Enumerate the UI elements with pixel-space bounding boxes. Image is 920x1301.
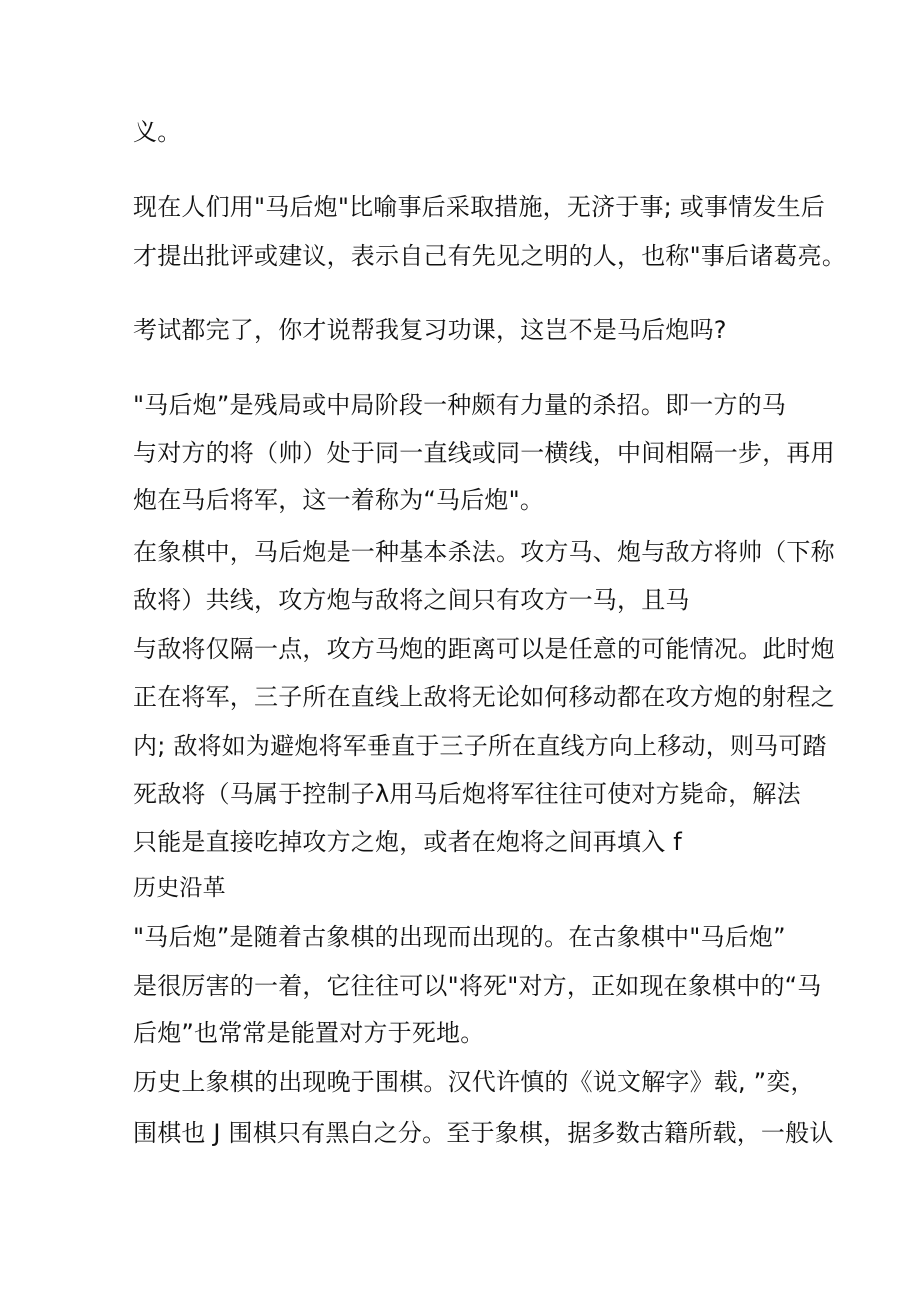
text-line: "马后炮”是随着古象棋的出现而出现的。在古象棋中"马后炮”	[133, 923, 786, 951]
text-line: 围棋也 J 围棋只有黑白之分。至于象棋，据多数古籍所载，一般认	[133, 1119, 834, 1147]
text-line: 与敌将仅隔一点，攻方马炮的距离可以是任意的可能情况。此时炮	[133, 635, 835, 663]
text-line: 现在人们用"马后炮"比喻事后采取措施，无济于事; 或事情发生后	[133, 193, 825, 221]
text-line: 考试都完了，你才说帮我复习功课，这岂不是马后炮吗?	[133, 316, 727, 344]
text-line: 敌将）共线，攻方炮与敌将之间只有攻方一马，且马	[133, 586, 690, 614]
text-line: 炮在马后将军，这一着称为“马后炮"。	[133, 486, 545, 514]
text-line: 死敌将（马属于控制子λ用马后炮将军往往可使对方毙命，解法	[133, 780, 801, 808]
text-line: 是很厉害的一着，它往往可以"将死"对方，正如现在象棋中的“马	[133, 972, 822, 1000]
section-heading: 历史沿革	[133, 875, 226, 901]
text-line: 才提出批评或建议，表示自己有先见之明的人，也称"事后诸葛亮。	[133, 242, 847, 270]
text-line: 内; 敌将如为避炮将军垂直于三子所在直线方向上移动，则马可踏	[133, 732, 827, 760]
text-line: 与对方的将（帅）处于同一直线或同一横线，中间相隔一步，再用	[133, 439, 835, 467]
text-line: 只能是直接吃掉攻方之炮，或者在炮将之间再填入 f	[133, 828, 682, 856]
text-line: 历史上象棋的出现晚于围棋。汉代许慎的《说文解字》载, ”奕，	[133, 1068, 815, 1096]
text-line: 正在将军，三子所在直线上敌将无论如何移动都在攻方炮的射程之	[133, 683, 835, 711]
text-line: "马后炮”是残局或中局阶段一种颇有力量的杀招。即一方的马	[133, 391, 787, 419]
text-line: 后炮”也常常是能置对方于死地。	[133, 1019, 485, 1047]
text-line: 义。	[133, 118, 182, 146]
text-line: 在象棋中，马后炮是一种基本杀法。攻方马、炮与敌方将帅（下称	[133, 538, 835, 566]
